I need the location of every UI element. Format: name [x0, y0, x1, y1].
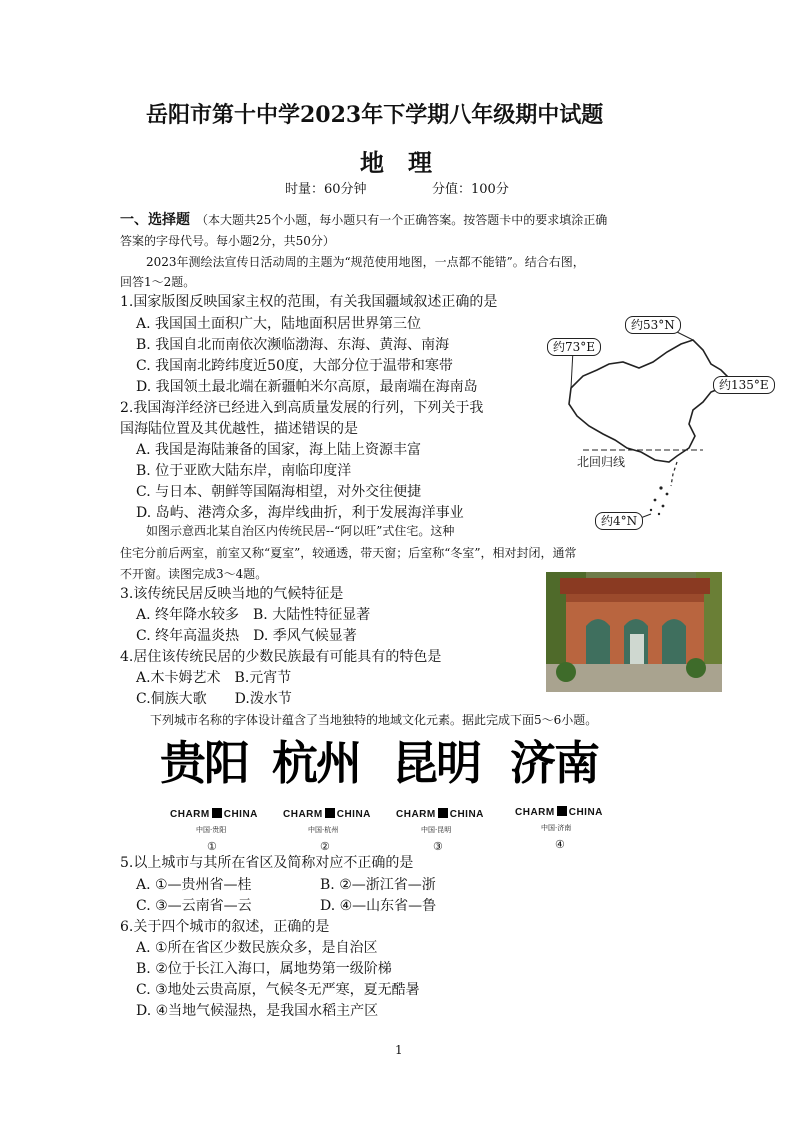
city-cn-2: 中国·杭州: [308, 826, 339, 834]
q3-options-ab: A. 终年降水较多 B. 大陆性特征显著: [136, 607, 371, 623]
q2-stem-line-2: 国海陆位置及其优越性，描述错误的是: [120, 421, 358, 437]
city-number-2: ②: [320, 840, 330, 853]
q5-option-c: C. ③—云南省—云: [136, 898, 252, 914]
city-logo-text: 杭州: [272, 736, 360, 790]
q3-options-cd: C. 终年高温炎热 D. 季风气候显著: [136, 628, 357, 644]
city-logo-2: [272, 733, 360, 793]
charm-right: CHINA: [223, 809, 258, 820]
total-score: 分值：100分: [432, 182, 509, 197]
intro-3-line-1: 下列城市名称的字体设计蕴含了当地独特的地域文化元素。据此完成下面5～6小题。: [150, 713, 598, 727]
map-label-north: 约53°N: [625, 316, 681, 334]
intro-1-line-1: 2023年测绘法宣传日活动周的主题为“规范使用地图，一点都不能错”。结合右图，: [146, 255, 585, 269]
q2-option-b: B. 位于亚欧大陆东岸，南临印度洋: [136, 463, 352, 479]
charm-left: CHARM: [283, 809, 323, 820]
q3-stem: 3.该传统民居反映当地的气候特征是: [120, 586, 344, 602]
q5-option-b: B. ②—浙江省—浙: [320, 877, 436, 893]
section-instruction-2: 答案的字母代号。每小题2分，共50分）: [120, 234, 335, 248]
charm-caption-1: [170, 808, 258, 820]
charm-right: CHINA: [568, 807, 603, 818]
q5-stem: 5.以上城市与其所在省区及简称对应不正确的是: [120, 855, 414, 871]
q4-options-ab: A.木卡姆艺术 B.元宵节: [136, 670, 292, 686]
q6-option-d: D. ④当地气候湿热，是我国水稻主产区: [136, 1003, 379, 1019]
house-photo: [546, 572, 722, 692]
city-logo-text: 济南: [510, 736, 598, 790]
city-logo-text: 昆明: [392, 736, 480, 790]
q1-option-d: D. 我国领土最北端在新疆帕米尔高原，最南端在海南岛: [136, 379, 478, 395]
intro-2-line-3: 不开窗。读图完成3～4题。: [120, 567, 268, 581]
square-icon: [557, 806, 567, 816]
city-logo-3: [392, 733, 480, 793]
city-number-1: ①: [207, 840, 217, 853]
q6-stem: 6.关于四个城市的叙述，正确的是: [120, 919, 330, 935]
q6-option-a: A. ①所在省区少数民族众多，是自治区: [136, 940, 378, 956]
q2-option-c: C. 与日本、朝鲜等国隔海相望，对外交往便捷: [136, 484, 422, 500]
square-icon: [212, 808, 222, 818]
square-icon: [325, 808, 335, 818]
map-label-tropic: 北回归线: [577, 455, 626, 469]
charm-left: CHARM: [515, 807, 555, 818]
q1-option-b: B. 我国自北而南依次濒临渤海、东海、黄海、南海: [136, 337, 450, 353]
q1-stem: 1.国家版图反映国家主权的范围，有关我国疆域叙述正确的是: [120, 294, 498, 310]
q6-option-b: B. ②位于长江入海口，属地势第一级阶梯: [136, 961, 392, 977]
q4-stem: 4.居住该传统民居的少数民族最有可能具有的特色是: [120, 649, 442, 665]
section-instruction-1: （本大题共25个小题，每小题只有一个正确答案。按答题卡中的要求填涂正确: [196, 213, 608, 227]
charm-caption-3: [396, 808, 484, 820]
q2-option-a: A. 我国是海陆兼备的国家，海上陆上资源丰富: [136, 442, 422, 458]
charm-left: CHARM: [396, 809, 436, 820]
q1-option-c: C. 我国南北跨纬度近50度，大部分位于温带和寒带: [136, 358, 453, 374]
charm-caption-4: [515, 806, 603, 818]
city-logo-1: [160, 733, 248, 793]
time-limit: 时量：60分钟: [285, 182, 367, 197]
q2-stem-line-1: 2.我国海洋经济已经进入到高质量发展的行列，下列关于我: [120, 400, 484, 416]
intro-2-line-1: 如图示意西北某自治区内传统民居--“阿以旺”式住宅。这种: [146, 524, 455, 538]
square-icon: [438, 808, 448, 818]
china-map: [543, 310, 773, 535]
charm-caption-2: [283, 808, 371, 820]
q5-option-d: D. ④—山东省—鲁: [320, 898, 437, 914]
city-number-3: ③: [433, 840, 443, 853]
section-heading: 一、选择题: [120, 212, 190, 228]
map-label-east: 约135°E: [713, 376, 775, 394]
city-number-4: ④: [555, 838, 565, 851]
city-cn-3: 中国·昆明: [421, 826, 452, 834]
page-number: 1: [395, 1043, 403, 1057]
map-label-south: 约4°N: [595, 512, 643, 530]
q4-options-cd: C.侗族大歌 D.泼水节: [136, 691, 292, 707]
charm-right: CHINA: [336, 809, 371, 820]
city-cn-1: 中国·贵阳: [196, 826, 227, 834]
q5-option-a: A. ①—贵州省—桂: [136, 877, 252, 893]
charm-left: CHARM: [170, 809, 210, 820]
map-label-west: 约73°E: [547, 338, 601, 356]
q6-option-c: C. ③地处云贵高原，气候冬无严寒，夏无酷暑: [136, 982, 420, 998]
intro-1-line-2: 回答1～2题。: [120, 275, 196, 289]
q1-option-a: A. 我国国土面积广大，陆地面积居世界第三位: [136, 316, 422, 332]
subject-title: 地 理: [360, 148, 432, 177]
city-logo-text: 贵阳: [160, 736, 248, 790]
intro-2-line-2: 住宅分前后两室，前室又称“夏室”，较通透，带天窗；后室称“冬室”，相对封闭，通常: [120, 546, 577, 560]
city-cn-4: 中国·济南: [541, 824, 572, 832]
q2-option-d: D. 岛屿、港湾众多，海岸线曲折，利于发展海洋事业: [136, 505, 464, 521]
charm-right: CHINA: [449, 809, 484, 820]
city-logo-4: [510, 733, 598, 793]
exam-title: 岳阳市第十中学2023年下学期八年级期中试题: [146, 102, 604, 128]
